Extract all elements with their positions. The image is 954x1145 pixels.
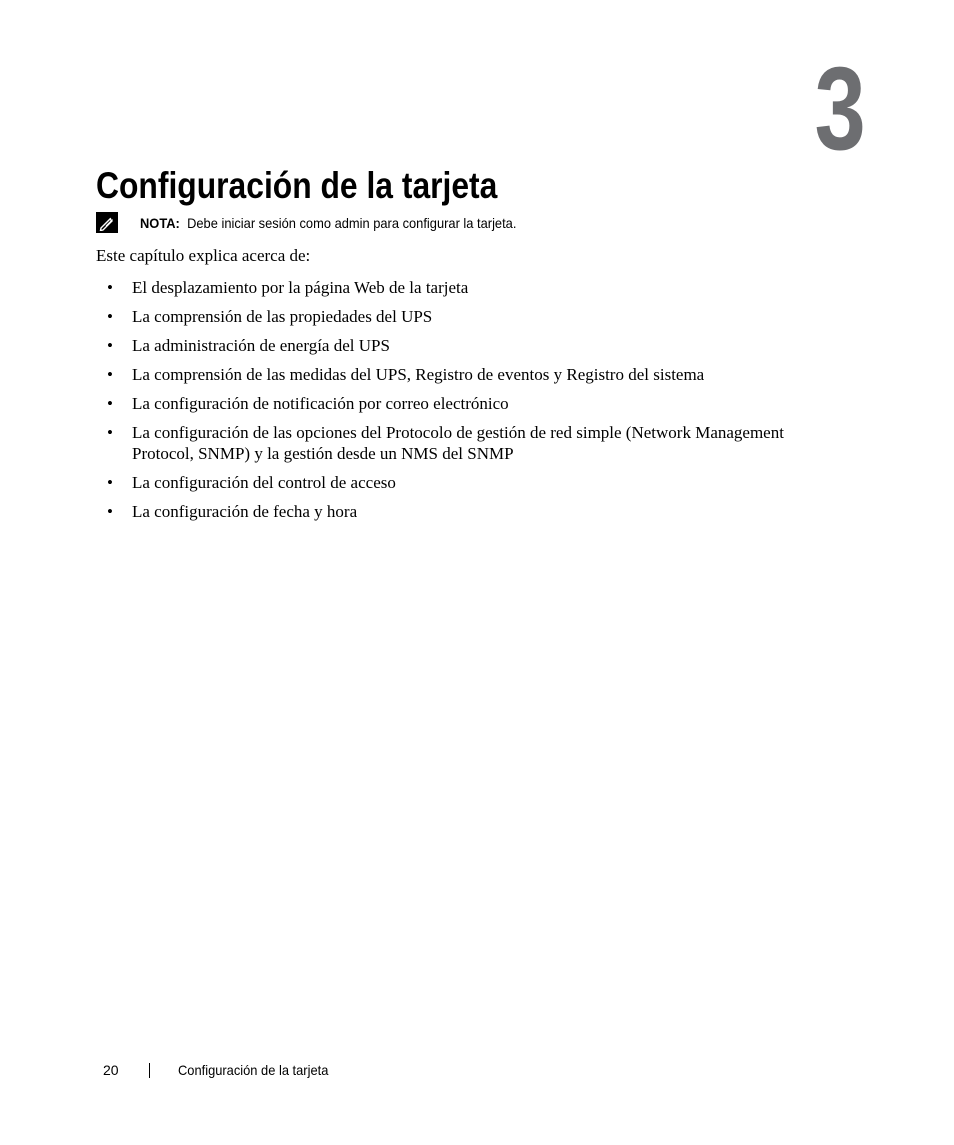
list-item xyxy=(96,422,836,464)
bullet-icon: • xyxy=(107,423,113,442)
list-item-text: La comprensión de las medidas del UPS, Registro de eventos y Registro del sistema xyxy=(132,365,705,384)
list-item xyxy=(96,472,836,493)
list-item-text: La configuración de las opciones del Protocolo de gestión de red simple (Network Management Protocol, SNMP) y la gestión desde un NMS del SNMP xyxy=(132,423,784,463)
list-item xyxy=(96,364,836,385)
note-label: NOTA: xyxy=(140,214,180,231)
bullet-icon: • xyxy=(107,394,113,413)
list-item xyxy=(96,335,836,356)
list-item xyxy=(96,393,836,414)
footer-divider xyxy=(149,1063,150,1078)
bullet-icon: • xyxy=(107,336,113,355)
list-item-text: La comprensión de las propiedades del UPS xyxy=(132,307,433,326)
bullet-icon: • xyxy=(107,278,113,297)
list-item-text: La configuración de fecha y hora xyxy=(132,502,358,521)
list-item-text: La configuración de notificación por correo electrónico xyxy=(132,394,509,413)
list-item-text: La administración de energía del UPS xyxy=(132,336,390,355)
list-item xyxy=(96,277,836,298)
list-item-text: La configuración del control de acceso xyxy=(132,473,396,492)
note-body: Debe iniciar sesión como admin para configurar la tarjeta. xyxy=(187,214,517,231)
page-number: 20 xyxy=(103,1062,119,1078)
list-item xyxy=(96,501,836,522)
note-box xyxy=(96,212,549,233)
topic-list xyxy=(96,277,836,530)
list-item xyxy=(96,306,836,327)
note-text xyxy=(140,215,516,231)
page-footer xyxy=(103,1062,341,1078)
chapter-title: Configuración de la tarjeta xyxy=(96,165,498,206)
bullet-icon: • xyxy=(107,365,113,384)
footer-title: Configuración de la tarjeta xyxy=(178,1062,329,1078)
pencil-note-icon xyxy=(96,212,118,233)
bullet-icon: • xyxy=(107,473,113,492)
chapter-number: 3 xyxy=(814,43,866,175)
bullet-icon: • xyxy=(107,502,113,521)
intro-paragraph: Este capítulo explica acerca de: xyxy=(96,246,311,265)
list-item-text: El desplazamiento por la página Web de la tarjeta xyxy=(132,278,469,297)
bullet-icon: • xyxy=(107,307,113,326)
